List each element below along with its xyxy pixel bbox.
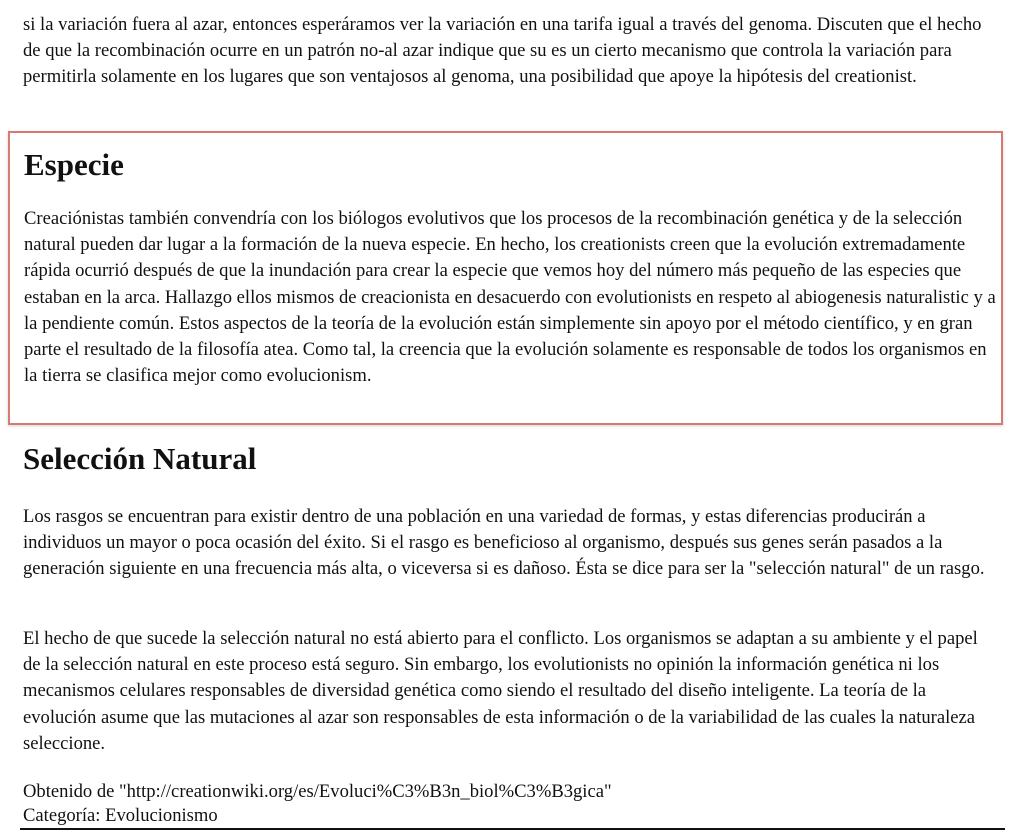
footer-divider — [20, 828, 1005, 830]
intro-paragraph: si la variación fuera al azar, entonces esperáramos ver la variación en una tarifa igual a través del genoma. Discuten que el hecho de que la recombinación ocurre en un patrón no-al azar indique que su es un cierto mecanismo que controla la variación para permitirla solamente en los lugares que son ventajosos al genoma, una posibilidad que apoye la hipótesis del creationist. — [23, 14, 982, 88]
category-link[interactable]: Categoría: Evolucionismo — [23, 805, 218, 826]
article-content — [23, 12, 1008, 91]
page-footer — [23, 780, 1008, 828]
natural-selection-paragraph-1: Los rasgos se encuentran para existir dentro de una población en una variedad de formas, y estas diferencias producirán a individuos un mayor o poca ocasión del éxito. Si el rasgo es beneficioso al organismo, después sus genes serán pasados a la generación siguiente en una frecuencia más alta, o viceversa si es dañoso. Ésta se dice para ser la "selección natural" de un rasgo. — [23, 506, 985, 580]
species-heading: Especie — [24, 147, 124, 182]
retrieved-from-text: Obtenido de "http://creationwiki.org/es/Evoluci%C3%B3n_biol%C3%B3gica" — [23, 781, 612, 802]
natural-selection-paragraph-2: El hecho de que sucede la selección natural no está abierto para el conflicto. Los organismos se adaptan a su ambiente y el papel de la selección natural en este proceso está seguro. Sin embargo, los evolutionists no opinión la información genética ni los mecanismos celulares responsables de diversidad genética como siendo el resultado del diseño inteligente. La teoría de la evolución asume que las mutaciones al azar son responsables de esta información o de la variabilidad de las cuales la naturaleza seleccione. — [23, 628, 978, 754]
species-section-highlight — [8, 131, 1003, 425]
species-paragraph: Creaciónistas también convendría con los biólogos evolutivos que los procesos de la recombinación genética y de la selección natural pueden dar lugar a la formación de la nueva especie. En hecho, los creationists creen que la evolución extremadamente rápida ocurrió después de que la inundación para crear la especie que vemos hoy del número más pequeño de las especies que estaban en la arca. Hallazgo ellos mismos de creacionista en desacuerdo con evolutionists en respeto al abiogenesis naturalistic y a la pendiente común. Estos aspectos de la teoría de la evolución están simplemente sin apoyo por el método científico, y en gran parte el resultado de la filosofía atea. Como tal, la creencia que la evolución solamente es responsable de todos los organismos en la tierra se clasifica mejor como evolucionism. — [24, 208, 996, 387]
natural-selection-heading: Selección Natural — [23, 441, 257, 476]
